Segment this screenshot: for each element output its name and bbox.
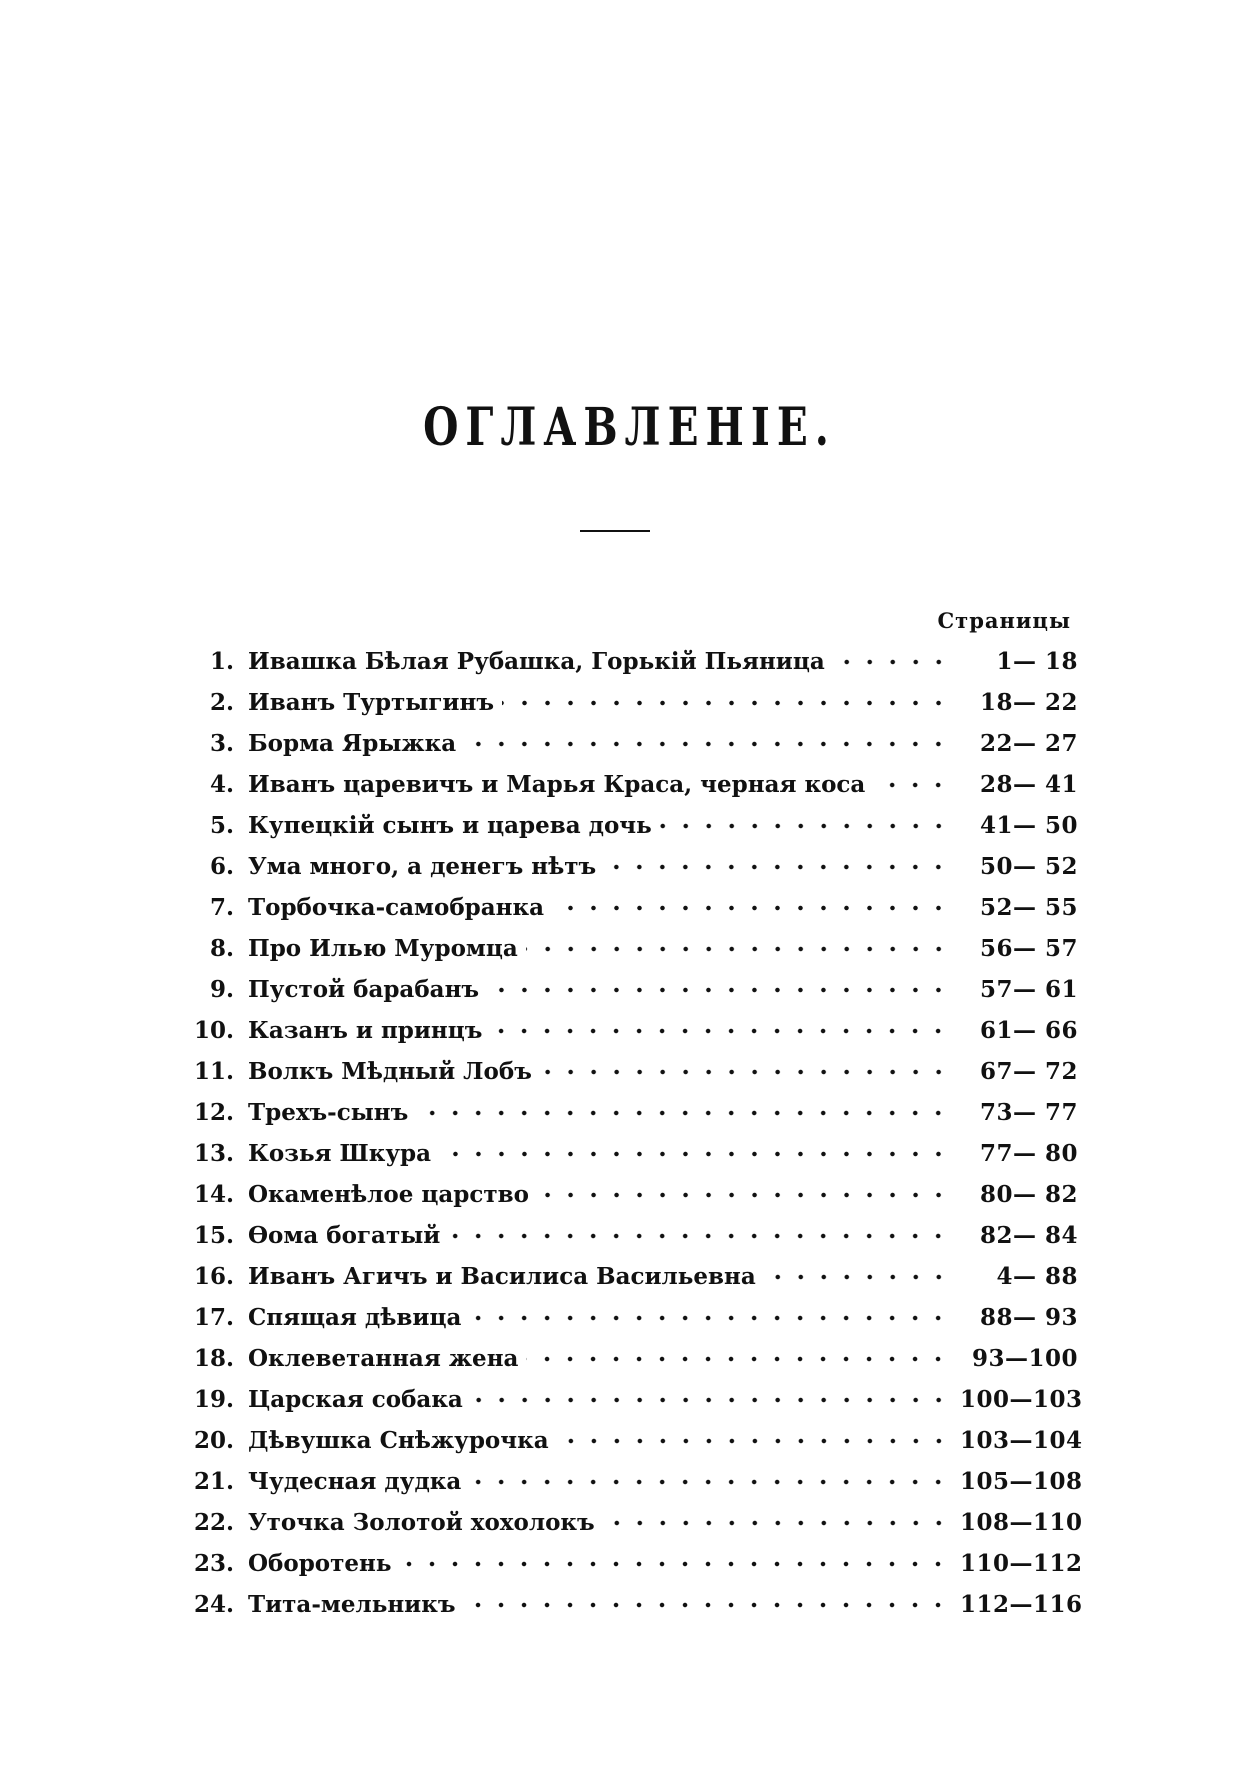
toc-entry-title: Оборотень	[248, 1550, 399, 1577]
toc-entry-pages: 1— 18	[996, 648, 1078, 675]
toc-entry	[178, 1461, 1083, 1502]
toc-entry-number: 21.	[193, 1468, 234, 1495]
toc-entry-number: 10.	[193, 1017, 234, 1044]
toc-entry-pages: 56— 57	[979, 935, 1078, 962]
dot-leader	[540, 1062, 950, 1082]
toc-entry-pages: 4— 88	[996, 1263, 1078, 1290]
toc-entry-pages: 112—116	[960, 1591, 1083, 1618]
dot-leader	[603, 1513, 950, 1533]
toc-entry-title: Трехъ-сынъ	[248, 1099, 416, 1126]
toc-entry-number: 22.	[193, 1509, 234, 1536]
dot-leader	[416, 1103, 950, 1123]
toc-entry	[178, 1174, 1078, 1215]
toc-entry-number: 9.	[209, 976, 234, 1003]
dot-leader	[469, 1472, 950, 1492]
toc-entry	[178, 805, 1078, 846]
toc-entry-title: Казанъ и принцъ	[248, 1017, 490, 1044]
dot-leader	[660, 816, 950, 836]
dot-leader	[873, 775, 950, 795]
dot-leader	[526, 939, 950, 959]
toc-entry-title: Оклеветанная жена	[248, 1345, 526, 1372]
toc-entry-pages: 22— 27	[979, 730, 1078, 757]
toc-entry-title: Тита-мельникъ	[248, 1591, 463, 1618]
dot-leader	[448, 1226, 950, 1246]
toc-entry-title: Борма Ярыжка	[248, 730, 464, 757]
toc-entry-pages: 88— 93	[979, 1304, 1078, 1331]
toc-entry-title: Козья Шкура	[248, 1140, 439, 1167]
toc-entry	[178, 1502, 1083, 1543]
toc-entry-pages: 80— 82	[979, 1181, 1078, 1208]
toc-entry-title: Ѳома богатый	[248, 1222, 448, 1249]
toc-entry-number: 2.	[209, 689, 234, 716]
toc-entry	[178, 1010, 1078, 1051]
toc-entry-pages: 50— 52	[979, 853, 1078, 880]
dot-leader	[469, 1308, 950, 1328]
toc-entry-number: 5.	[209, 812, 234, 839]
toc-entry	[178, 1543, 1083, 1584]
page-title: ОГЛАВЛЕНІЕ.	[423, 397, 836, 458]
toc-entry-number: 4.	[209, 771, 234, 798]
toc-entry	[178, 1297, 1078, 1338]
toc-entry	[178, 928, 1078, 969]
toc-entry-pages: 105—108	[960, 1468, 1083, 1495]
toc-entry-title: Спящая дѣвица	[248, 1304, 469, 1331]
toc-entry	[178, 1092, 1078, 1133]
toc-entry-number: 14.	[193, 1181, 234, 1208]
toc-entry-pages: 57— 61	[979, 976, 1078, 1003]
toc-entry	[178, 1256, 1078, 1297]
toc-entry-title: Уточка Золотой хохолокъ	[248, 1509, 603, 1536]
toc-entry-pages: 41— 50	[979, 812, 1078, 839]
dot-leader	[557, 1431, 950, 1451]
toc-entry-title: Иванъ Агичъ и Василиса Васильевна	[248, 1263, 764, 1290]
toc-entry	[178, 846, 1078, 887]
toc-entry-title: Дѣвушка Снѣжурочка	[248, 1427, 557, 1454]
toc-entry	[178, 969, 1078, 1010]
toc-entry-title: Торбочка-самобранка	[248, 894, 552, 921]
toc-entry-pages: 52— 55	[979, 894, 1078, 921]
dot-leader	[490, 1021, 950, 1041]
toc-entry-pages: 110—112	[960, 1550, 1083, 1577]
toc-entry-number: 3.	[209, 730, 234, 757]
dot-leader	[463, 1595, 950, 1615]
toc-entry-title: Иванъ царевичъ и Марья Краса, черная коса	[248, 771, 873, 798]
title-divider	[580, 530, 650, 532]
toc-entry	[178, 764, 1078, 805]
toc-entry-number: 6.	[209, 853, 234, 880]
dot-leader	[537, 1185, 950, 1205]
toc-entry	[178, 1215, 1078, 1256]
toc-entry-pages: 18— 22	[979, 689, 1078, 716]
toc-entry-pages: 28— 41	[979, 771, 1078, 798]
dot-leader	[833, 652, 950, 672]
toc-entry-title: Про Илью Муромца	[248, 935, 526, 962]
toc-entry	[178, 723, 1078, 764]
toc-entry-title: Окаменѣлое царство	[248, 1181, 537, 1208]
toc-entry	[178, 1133, 1078, 1174]
dot-leader	[526, 1349, 950, 1369]
toc-entry-number: 15.	[193, 1222, 234, 1249]
dot-leader	[399, 1554, 950, 1574]
toc-entry-pages: 77— 80	[979, 1140, 1078, 1167]
toc-entry-number: 20.	[193, 1427, 234, 1454]
dot-leader	[764, 1267, 950, 1287]
toc-entry	[178, 1051, 1078, 1092]
toc-entry-number: 13.	[193, 1140, 234, 1167]
toc-entry-number: 7.	[209, 894, 234, 921]
dot-leader	[464, 734, 950, 754]
toc-entry-pages: 93—100	[971, 1345, 1078, 1372]
dot-leader	[471, 1390, 950, 1410]
toc-entry-number: 11.	[193, 1058, 234, 1085]
toc-entry-number: 1.	[209, 648, 234, 675]
toc-entry-pages: 103—104	[960, 1427, 1083, 1454]
toc-entry	[178, 1338, 1078, 1379]
toc-entry-number: 23.	[193, 1550, 234, 1577]
toc-entry-number: 8.	[209, 935, 234, 962]
toc-entry-title: Царская собака	[248, 1386, 471, 1413]
table-of-contents	[178, 641, 1083, 1625]
toc-entry-title: Пустой барабанъ	[248, 976, 487, 1003]
toc-entry	[178, 1379, 1083, 1420]
dot-leader	[487, 980, 950, 1000]
toc-entry-number: 19.	[193, 1386, 234, 1413]
toc-entry-title: Чудесная дудка	[248, 1468, 469, 1495]
toc-entry-title: Волкъ Мѣдный Лобъ	[248, 1058, 540, 1085]
toc-entry	[178, 1420, 1083, 1461]
toc-entry-pages: 108—110	[960, 1509, 1083, 1536]
toc-entry-title: Купецкій сынъ и царева дочь	[248, 812, 660, 839]
toc-entry	[178, 1584, 1083, 1625]
dot-leader	[502, 693, 950, 713]
toc-entry-pages: 67— 72	[979, 1058, 1078, 1085]
toc-entry	[178, 641, 1078, 682]
dot-leader	[439, 1144, 950, 1164]
toc-entry-pages: 82— 84	[979, 1222, 1078, 1249]
toc-entry-number: 24.	[193, 1591, 234, 1618]
toc-entry-number: 12.	[193, 1099, 234, 1126]
dot-leader	[552, 898, 950, 918]
dot-leader	[604, 857, 950, 877]
toc-entry-number: 18.	[193, 1345, 234, 1372]
toc-entry	[178, 682, 1078, 723]
toc-entry-title: Ума много, а денегъ нѣтъ	[248, 853, 604, 880]
toc-entry-pages: 100—103	[960, 1386, 1083, 1413]
toc-entry-number: 17.	[193, 1304, 234, 1331]
toc-entry-number: 16.	[193, 1263, 234, 1290]
pages-column-header: Страницы	[937, 608, 1071, 633]
toc-entry-title: Ивашка Бѣлая Рубашка, Горькій Пьяница	[248, 648, 833, 675]
toc-entry-pages: 73— 77	[979, 1099, 1078, 1126]
toc-entry	[178, 887, 1078, 928]
toc-entry-title: Иванъ Туртыгинъ	[248, 689, 502, 716]
toc-entry-pages: 61— 66	[979, 1017, 1078, 1044]
